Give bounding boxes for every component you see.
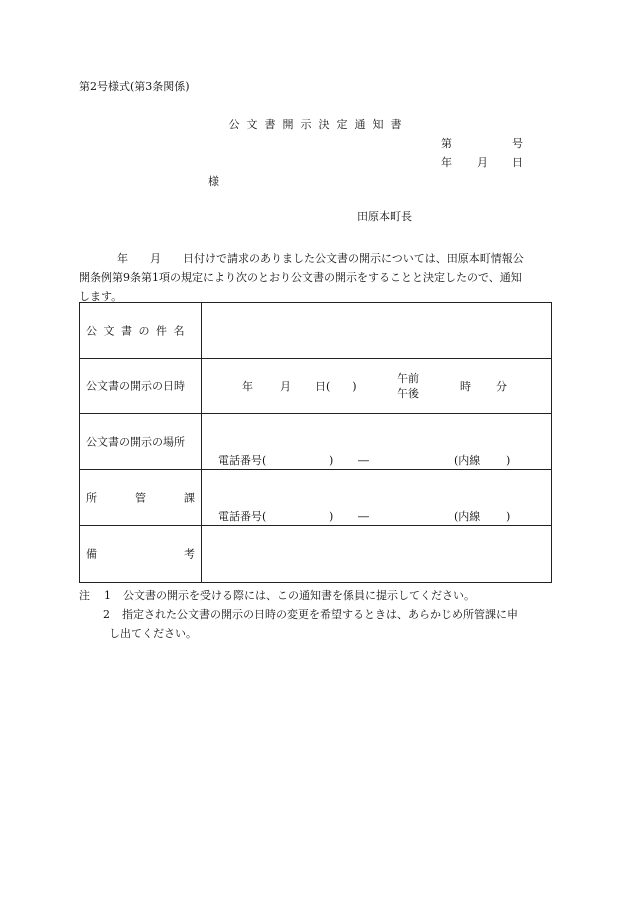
request-year: 年: [117, 252, 128, 265]
issue-date: [441, 157, 531, 169]
disclosure-datetime-value: [202, 359, 552, 414]
disclosure-month: 月: [280, 380, 291, 393]
phone-area-close: ): [329, 510, 334, 523]
document-name-value: [202, 303, 552, 359]
remarks-label-char-2: 考: [184, 547, 195, 561]
notice-body-line-1: [79, 249, 554, 268]
notice-body-line-2: 開条例第9条第1項の規定により次のとおり公文書の開示をすることと決定したので、通知: [79, 271, 522, 284]
phone-label: 電話番号(: [218, 454, 267, 467]
document-name-label: 公文書の件名: [86, 324, 191, 337]
phone-area-close: ): [329, 454, 334, 467]
am-label: 午前: [397, 372, 419, 385]
department-label: [86, 492, 195, 503]
phone-dash: ―: [358, 510, 369, 523]
notice-body: [79, 249, 554, 306]
table-row-department: [80, 470, 552, 526]
request-month: 月: [150, 252, 161, 265]
disclosure-details-table: [79, 302, 552, 582]
label-cell: [80, 470, 202, 526]
issue-date-year: 年: [441, 156, 452, 169]
note-2-text-line-2: し出てください。: [109, 627, 197, 640]
table-row-disclosure-datetime: [80, 359, 552, 414]
phone-extension-label: (内線: [454, 454, 481, 467]
label-cell: [80, 359, 202, 414]
disclosure-minute: 分: [496, 380, 507, 393]
disclosure-datetime-label: 公文書の開示の日時: [86, 379, 185, 393]
disclosure-year: 年: [242, 380, 253, 393]
remarks-value: [202, 526, 552, 583]
issue-date-month: 月: [477, 156, 488, 169]
phone-label: 電話番号(: [218, 510, 267, 523]
note-1: [79, 586, 559, 605]
table-row-disclosure-place: [80, 414, 552, 470]
disclosure-hour: 時: [460, 380, 471, 393]
document-number-suffix: 号: [512, 137, 523, 150]
note-1-number: 1: [104, 589, 111, 602]
note-2-continued: [79, 624, 559, 643]
phone-dash: ―: [358, 454, 369, 467]
note-2: [79, 605, 559, 624]
notes: [79, 586, 559, 643]
notes-prefix: 注: [79, 589, 90, 602]
department-value: [202, 470, 552, 526]
phone-extension-label: (内線: [454, 510, 481, 523]
label-cell: [80, 414, 202, 470]
notice-body-line-3: します。: [79, 290, 123, 303]
recipient-suffix: 様: [208, 175, 219, 188]
table-row-document-name: [80, 303, 552, 359]
document-title: 公文書開示決定通知書: [228, 118, 409, 131]
document-number-label: 第: [441, 137, 452, 150]
note-2-number: 2: [103, 608, 110, 621]
department-label-char-1: 所: [86, 491, 97, 504]
phone-extension-close: ): [506, 510, 511, 523]
remarks-label: [86, 549, 195, 560]
note-2-text-line-1: 指定された公文書の開示の日時の変更を希望するときは、あらかじめ所管課に申: [122, 608, 518, 621]
disclosure-place-label: 公文書の開示の場所: [86, 435, 185, 448]
label-cell: [80, 526, 202, 583]
issue-date-day: 日: [512, 156, 523, 169]
department-label-char-2: 管: [135, 491, 146, 504]
remarks-label-char-1: 備: [86, 547, 97, 561]
form-number: 第2号様式(第3条関係): [79, 80, 190, 93]
disclosure-place-value: [202, 414, 552, 470]
disclosure-day-weekday: 日( ): [315, 380, 357, 393]
department-label-char-3: 課: [184, 491, 195, 504]
label-cell: [80, 303, 202, 359]
issuer-name: 田原本町長: [357, 210, 412, 223]
note-1-text: 公文書の開示を受ける際には、この通知書を係員に提示してください。: [123, 589, 475, 602]
phone-extension-close: ): [506, 454, 511, 467]
table-row-remarks: [80, 526, 552, 583]
notice-body-line-1-text: 日付けで請求のありました公文書の開示については、田原本町情報公: [183, 252, 524, 265]
pm-label: 午後: [397, 387, 419, 400]
